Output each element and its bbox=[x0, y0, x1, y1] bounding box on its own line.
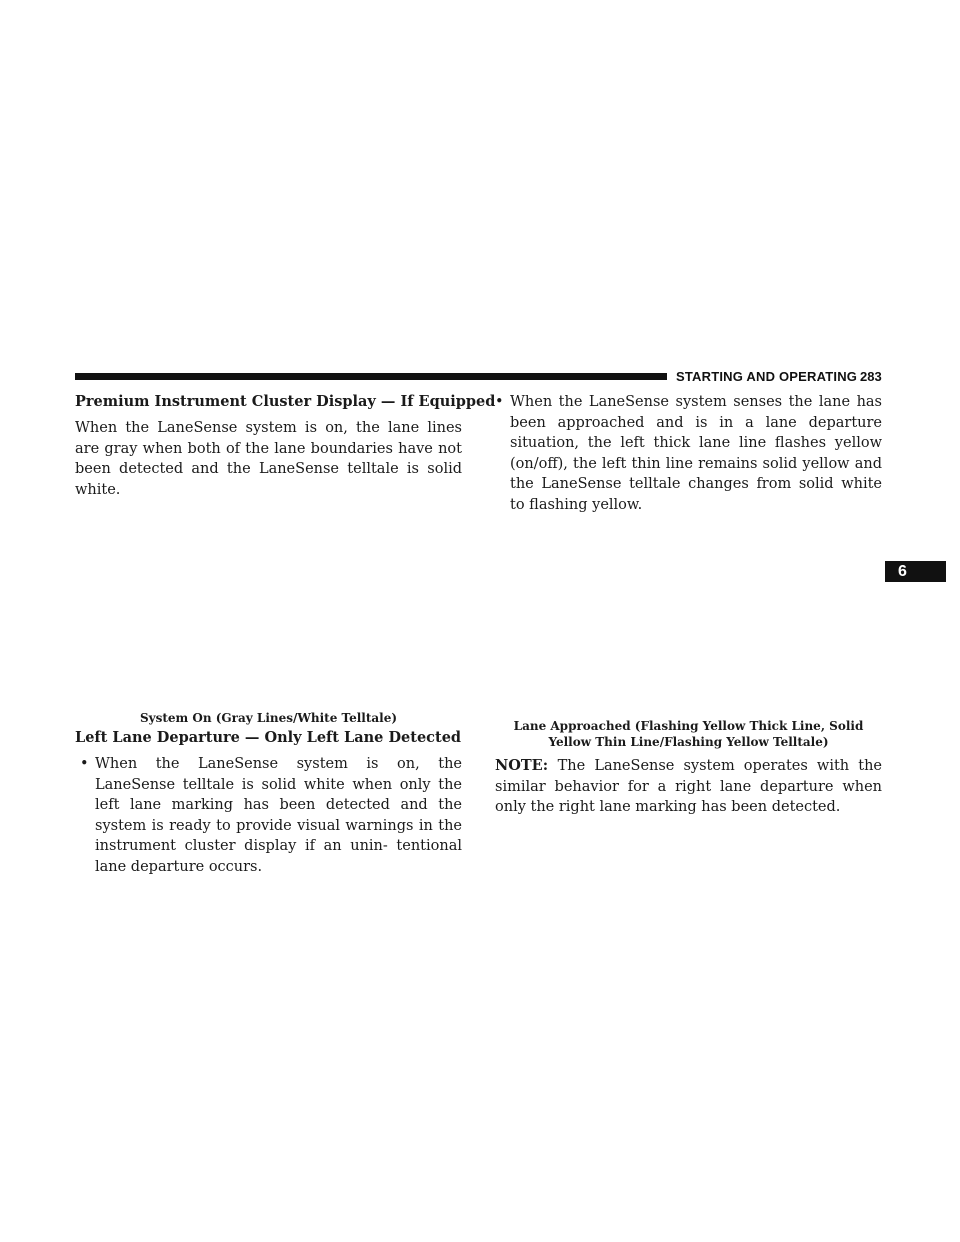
paragraph-system-on: When the LaneSense system is on, the lane lines are gray when both of the lane boundaries have not been detected and the LaneSense telltale is solid white. bbox=[75, 420, 462, 498]
bullet-marker: • bbox=[80, 756, 89, 772]
section-title: STARTING AND OPERATING bbox=[676, 369, 858, 384]
header-rule bbox=[75, 373, 667, 380]
note-text: The LaneSense system operates with the similar behavior for a right lane departure when only the right lane marking has been detected. bbox=[495, 758, 882, 815]
heading-left-lane-departure: Left Lane Departure — Only Left Lane Detected bbox=[75, 729, 462, 746]
caption-line-1: Lane Approached (Flashing Yellow Thick Line, Solid bbox=[513, 719, 864, 733]
note-label: NOTE: bbox=[495, 757, 558, 774]
note-paragraph bbox=[495, 756, 882, 818]
caption-line-2: Yellow Thin Line/Flashing Yellow Telltale) bbox=[548, 735, 829, 749]
caption-system-on: System On (Gray Lines/White Telltale) bbox=[139, 711, 398, 725]
bullet-marker: • bbox=[495, 394, 504, 410]
bullet-text: When the LaneSense system senses the lane has been approached and is in a lane departure situation, the left thick lane line flashes yellow (on/off), the left thin line remains solid yellow and the LaneSense telltale changes from solid white to flashing yellow. bbox=[510, 394, 882, 513]
bullet-text: When the LaneSense system is on, the LaneSense telltale is solid white when only the left lane marking has been detected and the system is ready to provide visual warnings in the instrument cluster display if an unin- tentional lane departure occurs. bbox=[95, 756, 462, 875]
page-number: 283 bbox=[860, 369, 882, 384]
caption-lane-approached bbox=[495, 718, 882, 750]
heading-premium-cluster: Premium Instrument Cluster Display — If Equipped bbox=[75, 393, 496, 410]
chapter-tab: 6 bbox=[885, 561, 946, 582]
